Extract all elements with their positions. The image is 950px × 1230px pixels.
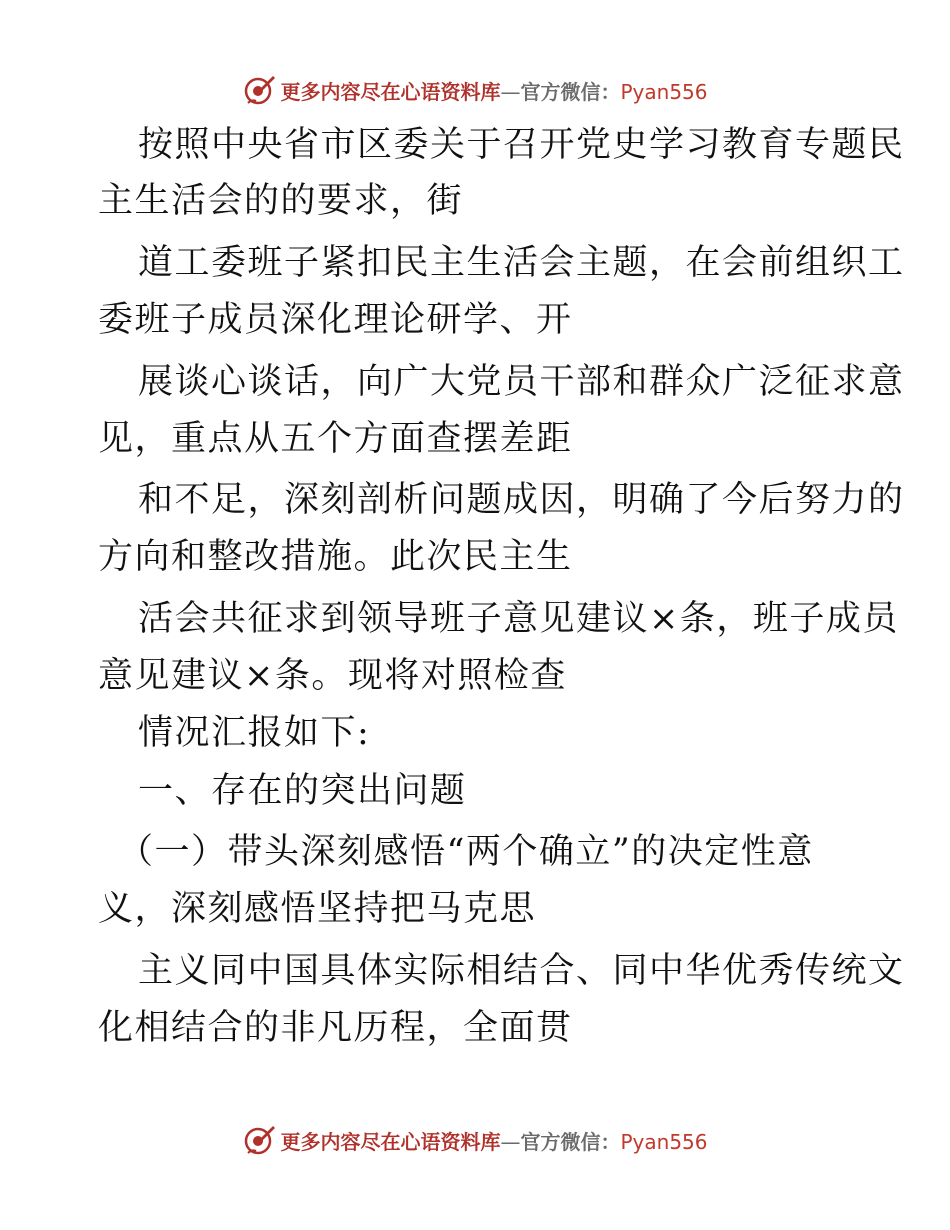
body-line: 见，重点从五个方面查摆差距: [98, 419, 573, 459]
banner-dash: —: [500, 1129, 521, 1154]
banner-dash: —: [500, 79, 521, 104]
body-line: 委班子成员深化理论研学、开: [98, 300, 573, 340]
banner-wechat-label: 官方微信：: [520, 79, 621, 104]
body-line: 道工委班子紧扣民主生活会主题，在会前组织工: [138, 243, 905, 283]
footer-banner: [0, 1120, 950, 1160]
body-line: 方向和整改措施。此次民主生: [98, 537, 573, 577]
body-line: 情况汇报如下:: [138, 713, 371, 753]
body-line: 活会共征求到领导班子意见建议×条，班子成员: [138, 599, 899, 639]
body-line: 主义同中国具体实际相结合、同中华优秀传统文: [138, 951, 905, 991]
body-line: 按照中央省市区委关于召开党史学习教育专题民: [138, 125, 905, 165]
banner-wechat-id: Pyan556: [620, 79, 708, 104]
banner-text: [280, 1126, 707, 1155]
banner-highlight: 更多内容尽在心语资料库: [280, 1129, 501, 1154]
pen-logo-icon: [242, 73, 276, 107]
body-line: 意见建议×条。现将对照检查: [98, 656, 567, 696]
banner-wechat-id: Pyan556: [620, 1129, 708, 1154]
pen-logo-icon: [242, 1123, 276, 1157]
section-heading: 一、存在的突出问题: [138, 771, 467, 811]
banner-highlight: 更多内容尽在心语资料库: [280, 79, 501, 104]
body-line: （一）带头深刻感悟“两个确立”的决定性意: [118, 832, 814, 872]
banner-text: [280, 76, 707, 105]
header-banner: [0, 70, 950, 110]
body-line: 主生活会的的要求，街: [98, 181, 464, 221]
body-line: 化相结合的非凡历程，全面贯: [98, 1008, 573, 1048]
body-line: 展谈心谈话，向广大党员干部和群众广泛征求意: [138, 362, 905, 402]
banner-wechat-label: 官方微信：: [520, 1129, 621, 1154]
body-line: 和不足，深刻剖析问题成因，明确了今后努力的: [138, 480, 905, 520]
body-line: 义，深刻感悟坚持把马克思: [98, 889, 537, 929]
